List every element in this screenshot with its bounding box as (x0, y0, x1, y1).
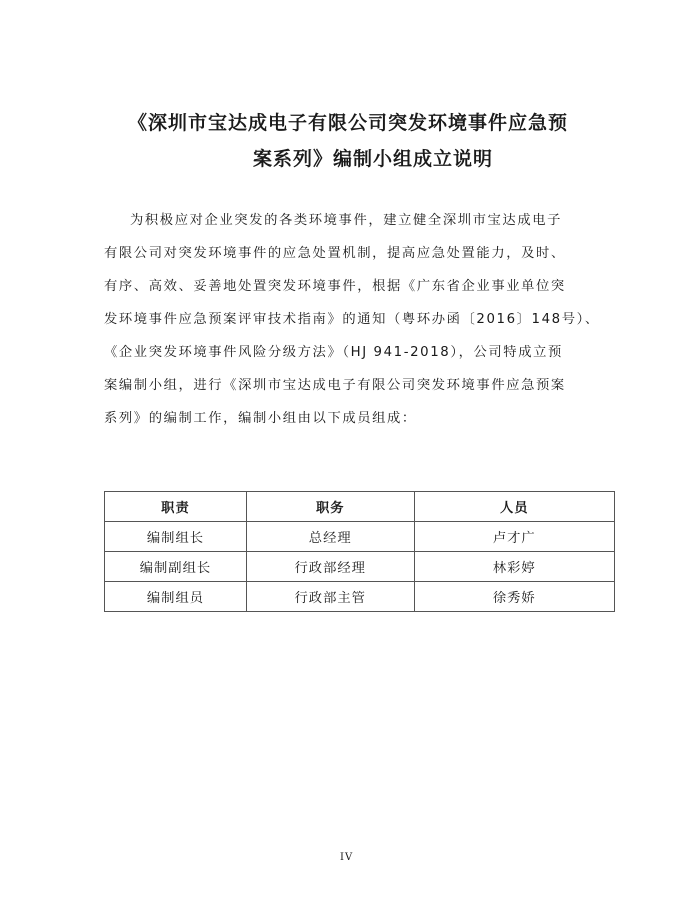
table-cell: 行政部主管 (246, 582, 414, 612)
document-title-line-2: 案系列》编制小组成立说明 (253, 148, 494, 170)
paragraph-line-6: 案编制小组，进行《深圳市宝达成电子有限公司突发环境事件应急预案 (104, 378, 566, 393)
table-cell: 卢才广 (414, 522, 614, 552)
paragraph-line-1: 为积极应对企业突发的各类环境事件，建立健全深圳市宝达成电子 (130, 213, 563, 228)
table-row (105, 522, 615, 552)
page-number: IV (340, 852, 354, 863)
table-header-cell: 人员 (414, 492, 614, 522)
paragraph-line-3: 有序、高效、妥善地处置突发环境事件，根据《广东省企业事业单位突 (104, 279, 566, 294)
paragraph-line-5: 《企业突发环境事件风险分级方法》（HJ 941-2018），公司特成立预 (104, 345, 563, 360)
table-header-cell: 职责 (105, 492, 247, 522)
table-cell: 总经理 (246, 522, 414, 552)
table-cell: 编制组员 (105, 582, 247, 612)
staff-table (104, 491, 615, 612)
table-cell: 行政部经理 (246, 552, 414, 582)
table-cell: 徐秀娇 (414, 582, 614, 612)
table-row (105, 552, 615, 582)
paragraph-line-7: 系列》的编制工作，编制小组由以下成员组成： (104, 411, 417, 426)
table-cell: 林彩婷 (414, 552, 614, 582)
table-cell: 编制副组长 (105, 552, 247, 582)
paragraph-line-2: 有限公司对突发环境事件的应急处置机制，提高应急处置能力，及时、 (104, 246, 566, 261)
paragraph-line-4: 发环境事件应急预案评审技术指南》的通知（粤环办函〔2016〕148号）、 (104, 312, 600, 327)
document-title-line-1: 《深圳市宝达成电子有限公司突发环境事件应急预 (128, 112, 569, 134)
table-header-row (105, 492, 615, 522)
table-header-cell: 职务 (246, 492, 414, 522)
table-row (105, 582, 615, 612)
table-cell: 编制组长 (105, 522, 247, 552)
